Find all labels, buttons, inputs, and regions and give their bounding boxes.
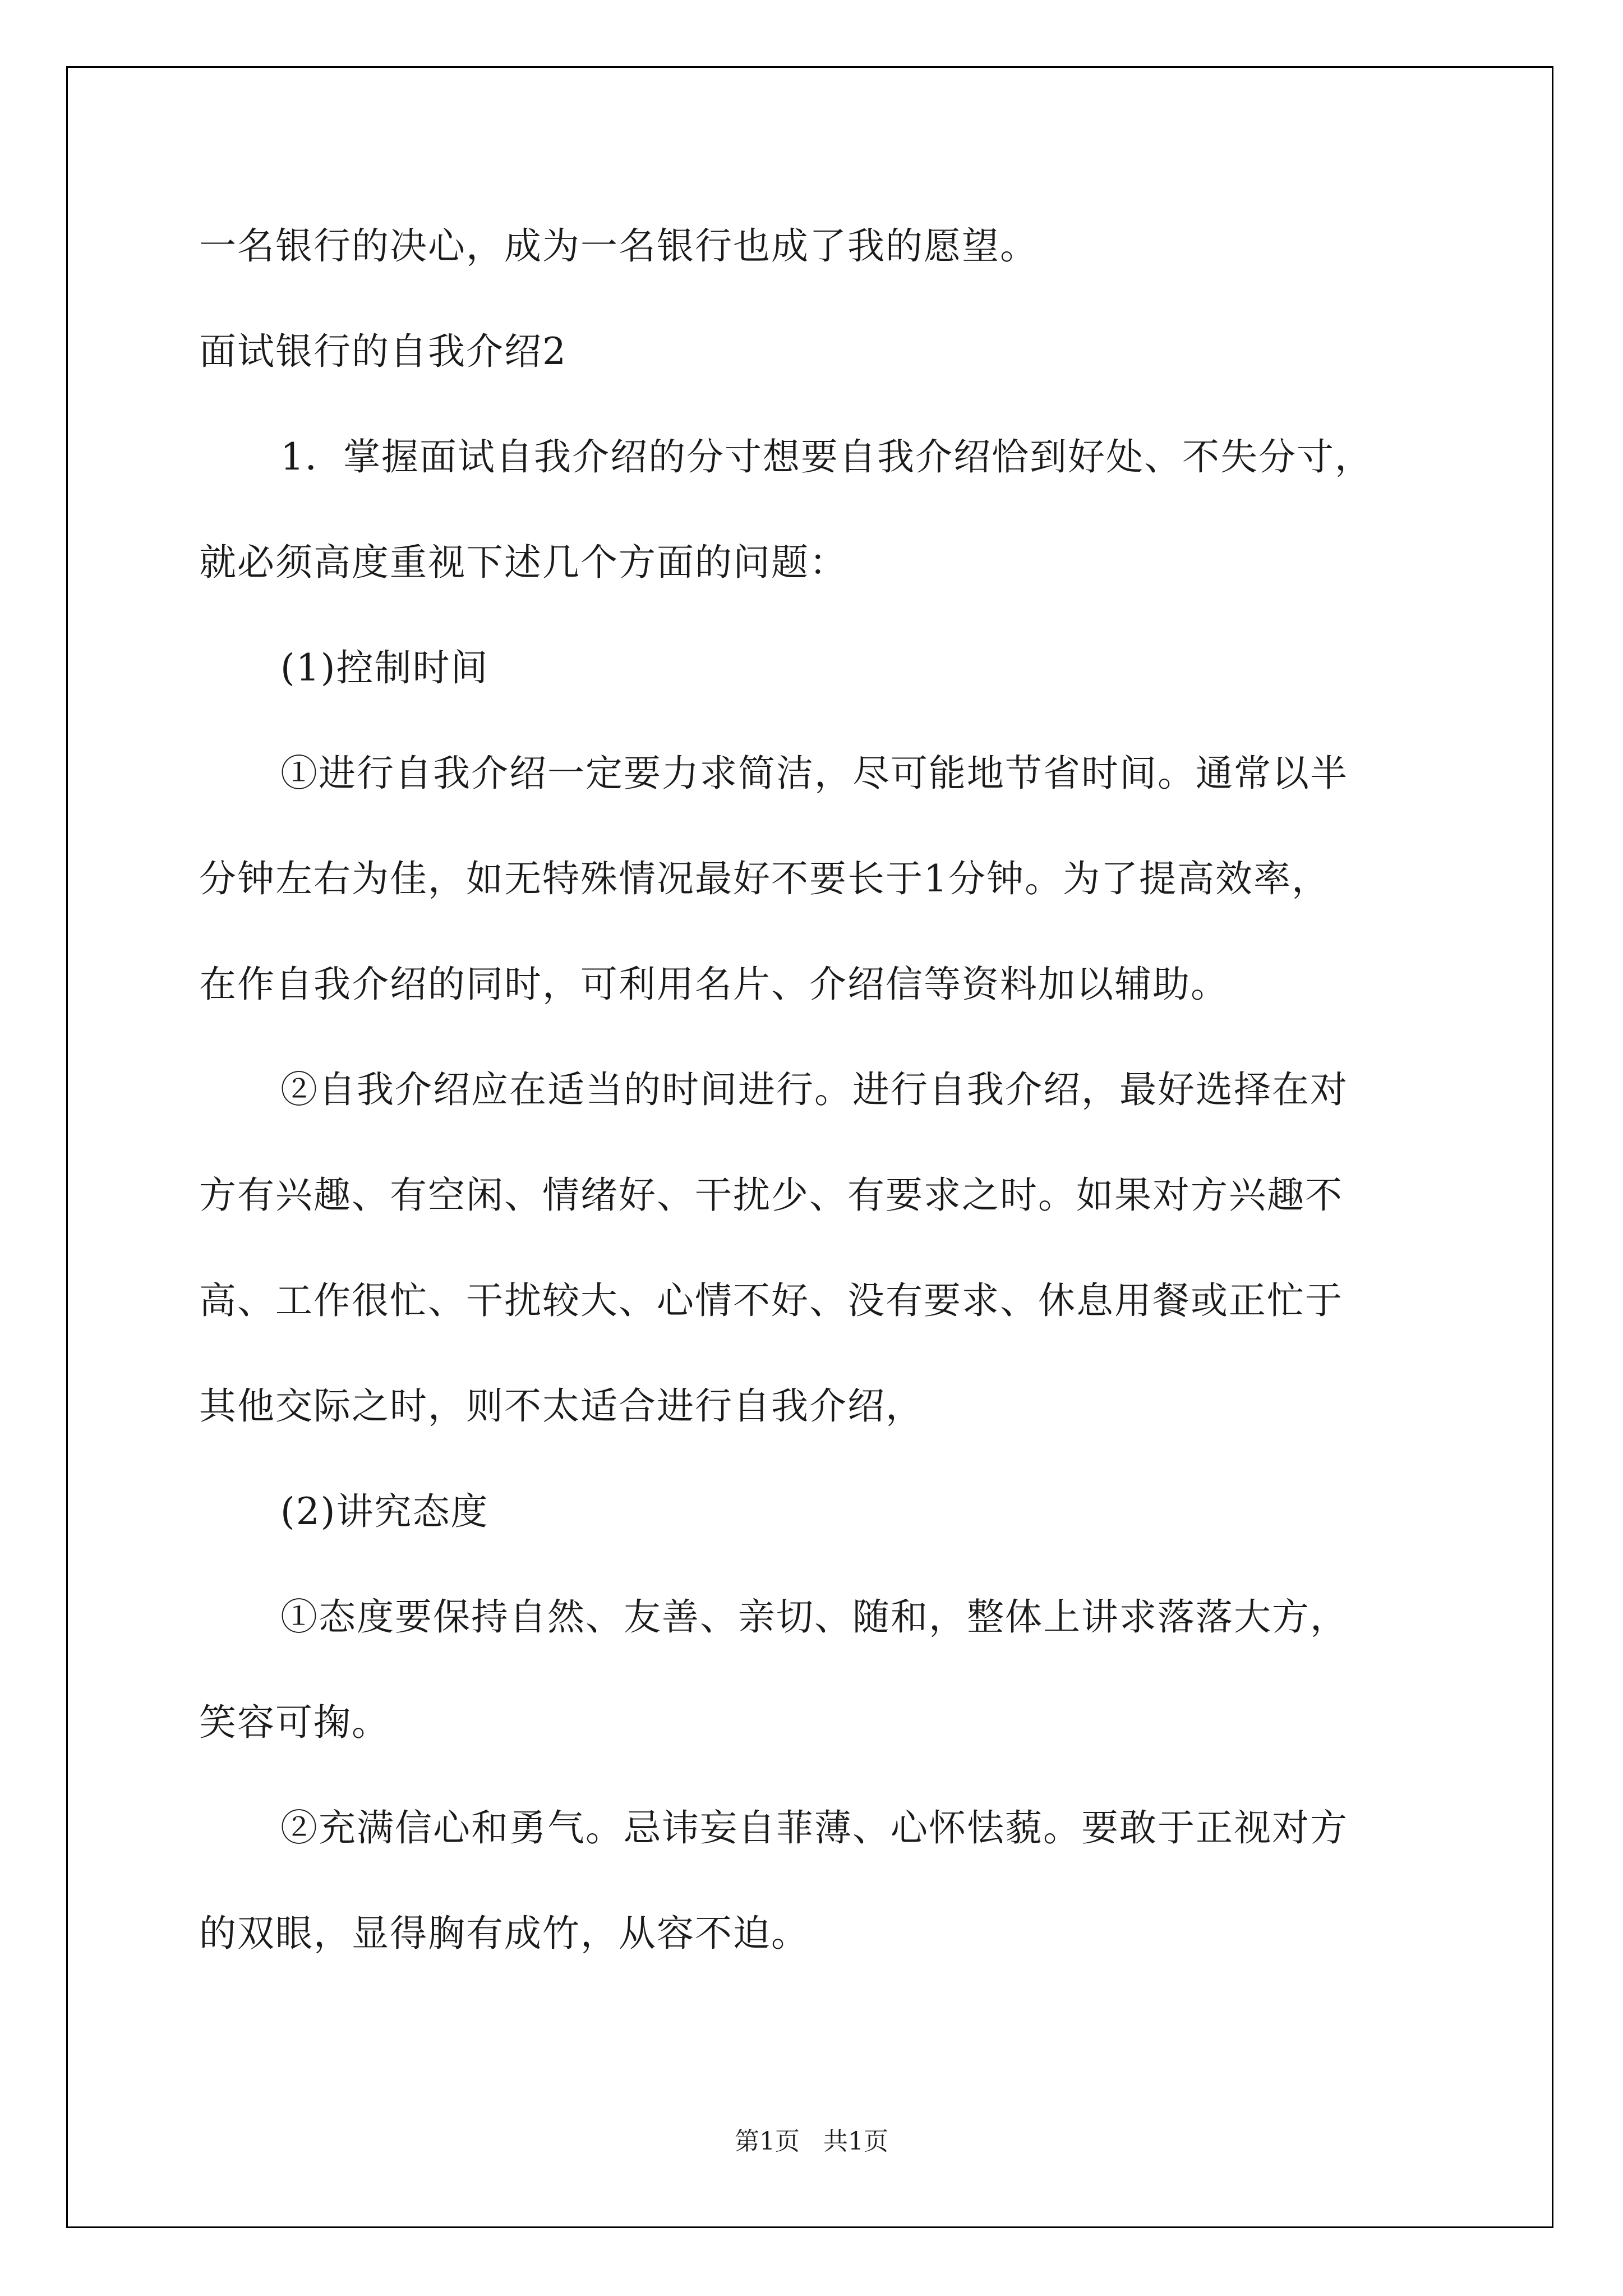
paragraph-line: ①进行自我介绍一定要力求简洁，尽可能地节省时间。通常以半 [280, 752, 1348, 795]
paragraph-line: 1．掌握面试自我介绍的分寸想要自我介绍恰到好处、不失分寸， [280, 435, 1373, 478]
page-number-footer: 第1页 共1页 [735, 2127, 888, 2156]
subsection-heading: (1)控制时间 [280, 646, 489, 689]
paragraph-line: 方有兴趣、有空闲、情绪好、干扰少、有要求之时。如果对方兴趣不 [199, 1174, 1343, 1217]
section-heading: 面试银行的自我介绍2 [199, 330, 567, 373]
page-border [66, 66, 1553, 2228]
paragraph-line: 笑容可掬。 [199, 1701, 390, 1744]
paragraph-line: ①态度要保持自然、友善、亲切、随和，整体上讲求落落大方， [280, 1595, 1348, 1639]
paragraph-line: ②自我介绍应在适当的时间进行。进行自我介绍，最好选择在对 [280, 1068, 1348, 1111]
paragraph-line: 就必须高度重视下述几个方面的问题： [199, 541, 847, 584]
paragraph-line: 分钟左右为佳，如无特殊情况最好不要长于1分钟。为了提高效率， [199, 857, 1330, 900]
subsection-heading: (2)讲究态度 [280, 1490, 489, 1533]
paragraph-line: 其他交际之时，则不太适合进行自我介绍， [199, 1384, 924, 1428]
paragraph-line: ②充满信心和勇气。忌讳妄自菲薄、心怀怯藐。要敢于正视对方 [280, 1806, 1348, 1849]
paragraph-line: 高、工作很忙、干扰较大、心情不好、没有要求、休息用餐或正忙于 [199, 1279, 1343, 1322]
paragraph-line: 的双眼，显得胸有成竹，从容不迫。 [199, 1912, 809, 1955]
paragraph-line: 在作自我介绍的同时，可利用名片、介绍信等资料加以辅助。 [199, 963, 1229, 1006]
paragraph-line: 一名银行的决心，成为一名银行也成了我的愿望。 [199, 224, 1038, 268]
